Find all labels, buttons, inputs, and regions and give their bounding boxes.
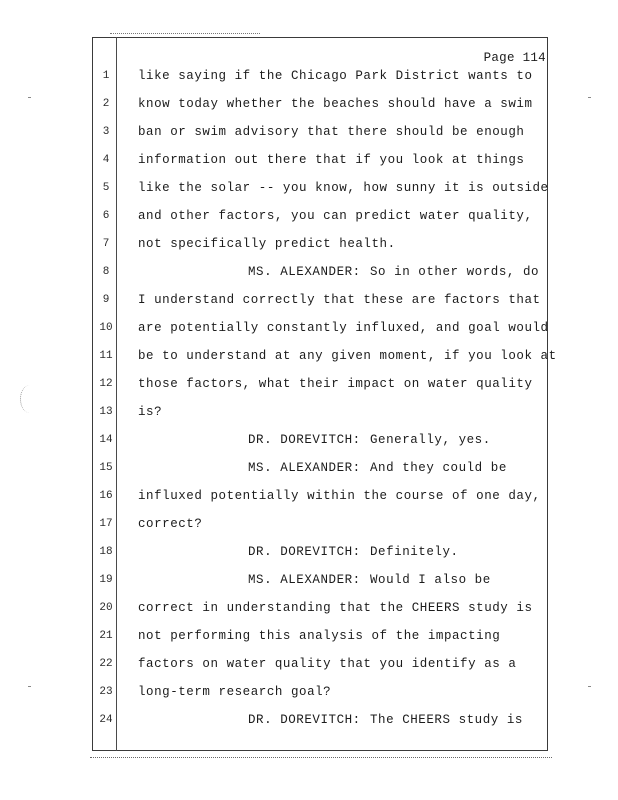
line-text: influxed potentially within the course of one day, — [138, 489, 541, 503]
transcript-line — [0, 654, 618, 674]
page-number-label: Page 114 — [483, 51, 546, 65]
transcript-line — [0, 234, 618, 254]
line-text: those factors, what their impact on water quality — [138, 377, 533, 391]
scan-artifact-top — [110, 33, 260, 37]
speaker-label: MS. ALEXANDER: — [248, 265, 361, 279]
line-text: Definitely. — [370, 545, 459, 559]
line-text: like the solar -- you know, how sunny it is outside — [138, 181, 549, 195]
transcript-line — [0, 514, 618, 534]
transcript-line — [0, 542, 618, 562]
line-number: 10 — [99, 322, 113, 334]
scan-artifact-bottom — [90, 757, 552, 762]
transcript-line — [0, 486, 618, 506]
speaker-label: DR. DOREVITCH: — [248, 713, 361, 727]
transcript-line — [0, 178, 618, 198]
line-number: 16 — [99, 490, 113, 502]
line-number: 14 — [99, 434, 113, 446]
line-number: 6 — [102, 210, 110, 222]
line-text: like saying if the Chicago Park District wants to — [138, 69, 533, 83]
transcript-line — [0, 290, 618, 310]
line-text: The CHEERS study is — [370, 713, 523, 727]
line-number: 19 — [99, 574, 113, 586]
line-number: 5 — [102, 182, 110, 194]
transcript-line — [0, 94, 618, 114]
line-text: are potentially constantly influxed, and goal would — [138, 321, 549, 335]
transcript-line — [0, 318, 618, 338]
line-number: 23 — [99, 686, 113, 698]
line-text: And they could be — [370, 461, 507, 475]
line-number: 4 — [102, 154, 110, 166]
transcript-line — [0, 66, 618, 86]
line-text: be to understand at any given moment, if you look at — [138, 349, 557, 363]
speaker-label: MS. ALEXANDER: — [248, 461, 361, 475]
line-text: know today whether the beaches should have a swim — [138, 97, 533, 111]
transcript-line — [0, 122, 618, 142]
line-text: is? — [138, 405, 163, 419]
transcript-line — [0, 402, 618, 422]
transcript-line — [0, 710, 618, 730]
speaker-label: DR. DOREVITCH: — [248, 545, 361, 559]
line-number: 18 — [99, 546, 113, 558]
speaker-label: DR. DOREVITCH: — [248, 433, 361, 447]
transcript-line — [0, 262, 618, 282]
transcript-line — [0, 206, 618, 226]
line-text: long-term research goal? — [138, 685, 332, 699]
line-number: 11 — [99, 350, 113, 362]
line-text: Generally, yes. — [370, 433, 491, 447]
line-text: Would I also be — [370, 573, 491, 587]
line-number: 13 — [99, 406, 113, 418]
line-text: I understand correctly that these are factors that — [138, 293, 541, 307]
line-number: 3 — [102, 126, 110, 138]
line-text: ban or swim advisory that there should be enough — [138, 125, 525, 139]
line-number: 8 — [102, 266, 110, 278]
line-text: not performing this analysis of the impacting — [138, 629, 501, 643]
line-number: 1 — [102, 70, 110, 82]
line-number: 20 — [99, 602, 113, 614]
transcript-line — [0, 374, 618, 394]
line-text: correct? — [138, 517, 203, 531]
line-number: 21 — [99, 630, 113, 642]
line-number: 2 — [102, 98, 110, 110]
line-number: 9 — [102, 294, 110, 306]
transcript-line — [0, 598, 618, 618]
line-number: 22 — [99, 658, 113, 670]
line-number: 7 — [102, 238, 110, 250]
line-number: 12 — [99, 378, 113, 390]
line-text: not specifically predict health. — [138, 237, 396, 251]
line-number: 17 — [99, 518, 113, 530]
line-text: information out there that if you look at things — [138, 153, 525, 167]
line-text: correct in understanding that the CHEERS study is — [138, 601, 533, 615]
transcript-line — [0, 458, 618, 478]
transcript-line — [0, 346, 618, 366]
speaker-label: MS. ALEXANDER: — [248, 573, 361, 587]
transcript-line — [0, 150, 618, 170]
line-number: 24 — [99, 714, 113, 726]
line-text: factors on water quality that you identify as a — [138, 657, 517, 671]
line-text: So in other words, do — [370, 265, 540, 279]
line-number: 15 — [99, 462, 113, 474]
transcript-line — [0, 430, 618, 450]
transcript-line — [0, 626, 618, 646]
transcript-line — [0, 570, 618, 590]
line-text: and other factors, you can predict water quality, — [138, 209, 533, 223]
transcript-line — [0, 682, 618, 702]
